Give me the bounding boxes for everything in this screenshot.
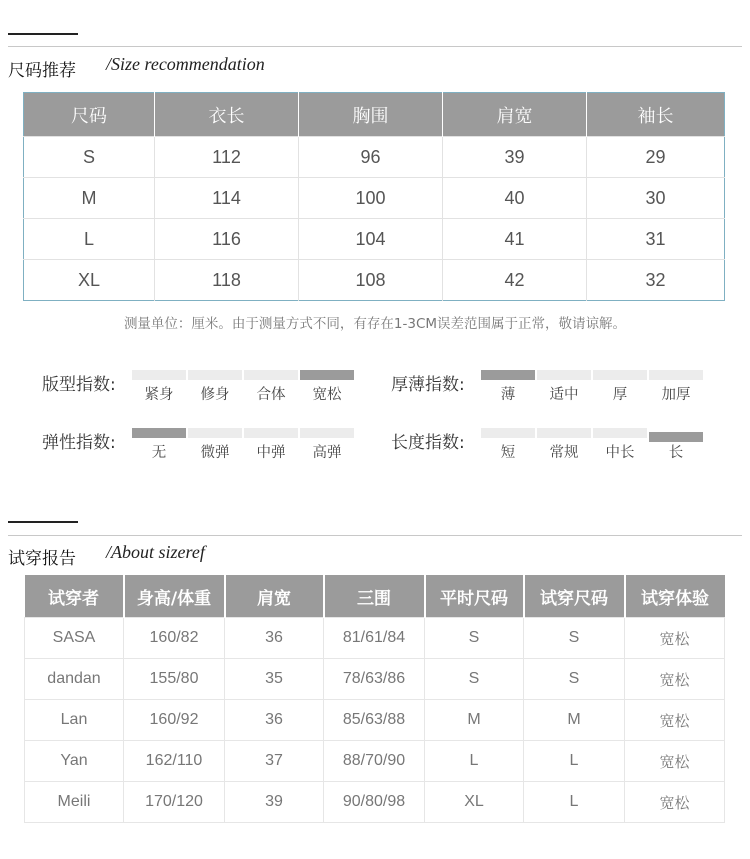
fit-index-bar [188,370,242,380]
thickness-index-bar [649,370,703,380]
section-accent-line [8,33,78,35]
tried-size-cell: L [524,741,625,782]
elasticity-index-bar [300,428,354,438]
length-cell: 118 [155,260,299,301]
size-table [23,92,725,301]
elasticity-option: 微弹 [200,445,230,461]
chest-cell: 104 [299,219,443,260]
height-weight-col-header: 身高/体重 [124,575,225,618]
shoulder-cell: 39 [443,137,587,178]
elasticity-option: 无 [151,445,167,461]
shoulder-cell: 40 [443,178,587,219]
chest-cell: 96 [299,137,443,178]
size-col-header: 尺码 [24,93,155,137]
measurements-cell: 81/61/84 [324,618,425,659]
thickness-index-bar-selected [481,370,535,380]
fit-index-label: 版型指数: [42,375,116,395]
usual-size-cell: M [425,700,524,741]
height-weight-cell: 160/92 [124,700,225,741]
thickness-index-bar [537,370,591,380]
section-accent-line [8,521,78,523]
tester-cell: Lan [25,700,124,741]
usual-size-col-header: 平时尺码 [425,575,524,618]
tried-size-col-header: 试穿尺码 [524,575,625,618]
usual-size-cell: S [425,618,524,659]
fit-index-bar [132,370,186,380]
height-weight-cell: 162/110 [124,741,225,782]
thickness-option: 加厚 [661,387,691,403]
section-divider [8,46,742,47]
usual-size-cell: XL [425,782,524,823]
thickness-index-label: 厚薄指数: [391,375,465,395]
height-weight-cell: 170/120 [124,782,225,823]
fit-option: 紧身 [144,387,174,403]
shoulder-cell: 39 [225,782,324,823]
elasticity-index [42,428,362,468]
sleeve-cell: 31 [587,219,725,260]
fit-index-bar [244,370,298,380]
thickness-option: 适中 [549,387,579,403]
table-row [25,782,725,823]
fit-option: 修身 [200,387,230,403]
report-section-title: 试穿报告 [8,549,76,569]
table-row [24,178,725,219]
thickness-index-bar [593,370,647,380]
length-index [391,428,711,468]
elasticity-option: 中弹 [256,445,286,461]
sleeve-col-header: 袖长 [587,93,725,137]
tester-cell: Yan [25,741,124,782]
tried-size-cell: M [524,700,625,741]
length-index-label: 长度指数: [391,433,465,453]
tester-cell: Meili [25,782,124,823]
size-section-title: 尺码推荐 [8,61,76,81]
report-table-header-row [25,575,725,618]
shoulder-cell: 37 [225,741,324,782]
length-cell: 112 [155,137,299,178]
tried-size-cell: S [524,659,625,700]
length-index-bar [537,428,591,438]
table-row [24,219,725,260]
length-option: 常规 [549,445,579,461]
thickness-index [391,370,711,410]
fit-option: 宽松 [312,387,342,403]
elasticity-index-bar [244,428,298,438]
tried-size-cell: L [524,782,625,823]
length-option: 短 [500,445,516,461]
table-row [25,700,725,741]
thickness-option: 薄 [500,387,516,403]
shoulder-col-header: 肩宽 [225,575,324,618]
elasticity-index-bar-selected [132,428,186,438]
experience-cell: 宽松 [625,741,725,782]
length-option: 中长 [605,445,635,461]
measurement-note: 测量单位：厘米。由于测量方式不同，有存在1-3CM误差范围属于正常，敬请谅解。 [123,316,627,332]
fit-option: 合体 [256,387,286,403]
shoulder-cell: 36 [225,700,324,741]
shoulder-col-header: 肩宽 [443,93,587,137]
shoulder-cell: 36 [225,618,324,659]
tried-size-cell: S [524,618,625,659]
tester-col-header: 试穿者 [25,575,124,618]
size-cell: S [24,137,155,178]
length-cell: 114 [155,178,299,219]
measurements-cell: 90/80/98 [324,782,425,823]
length-index-bar [481,428,535,438]
elasticity-index-label: 弹性指数: [42,433,116,453]
tester-cell: SASA [25,618,124,659]
chest-col-header: 胸围 [299,93,443,137]
length-option: 长 [668,445,684,461]
height-weight-cell: 160/82 [124,618,225,659]
shoulder-cell: 35 [225,659,324,700]
length-cell: 116 [155,219,299,260]
size-cell: L [24,219,155,260]
length-col-header: 衣长 [155,93,299,137]
table-row [24,260,725,301]
fit-index-bar-selected [300,370,354,380]
measurements-cell: 78/63/86 [324,659,425,700]
usual-size-cell: L [425,741,524,782]
usual-size-cell: S [425,659,524,700]
section-divider [8,535,742,536]
sleeve-cell: 30 [587,178,725,219]
table-row [24,137,725,178]
size-cell: M [24,178,155,219]
thickness-option: 厚 [612,387,628,403]
height-weight-cell: 155/80 [124,659,225,700]
chest-cell: 100 [299,178,443,219]
size-table-header-row [24,93,725,137]
measurements-cell: 85/63/88 [324,700,425,741]
try-on-report-table [24,575,725,823]
sleeve-cell: 29 [587,137,725,178]
table-row [25,659,725,700]
experience-cell: 宽松 [625,618,725,659]
size-cell: XL [24,260,155,301]
tester-cell: dandan [25,659,124,700]
measurements-cell: 88/70/90 [324,741,425,782]
report-section-subtitle: /About sizeref [106,542,205,562]
measurements-col-header: 三围 [324,575,425,618]
chest-cell: 108 [299,260,443,301]
sleeve-cell: 32 [587,260,725,301]
shoulder-cell: 42 [443,260,587,301]
experience-cell: 宽松 [625,659,725,700]
length-index-bar [593,428,647,438]
elasticity-index-bar [188,428,242,438]
experience-cell: 宽松 [625,700,725,741]
table-row [25,618,725,659]
experience-col-header: 试穿体验 [625,575,725,618]
fit-index [42,370,362,410]
experience-cell: 宽松 [625,782,725,823]
size-section-subtitle: /Size recommendation [106,54,265,74]
shoulder-cell: 41 [443,219,587,260]
elasticity-option: 高弹 [312,445,342,461]
table-row [25,741,725,782]
